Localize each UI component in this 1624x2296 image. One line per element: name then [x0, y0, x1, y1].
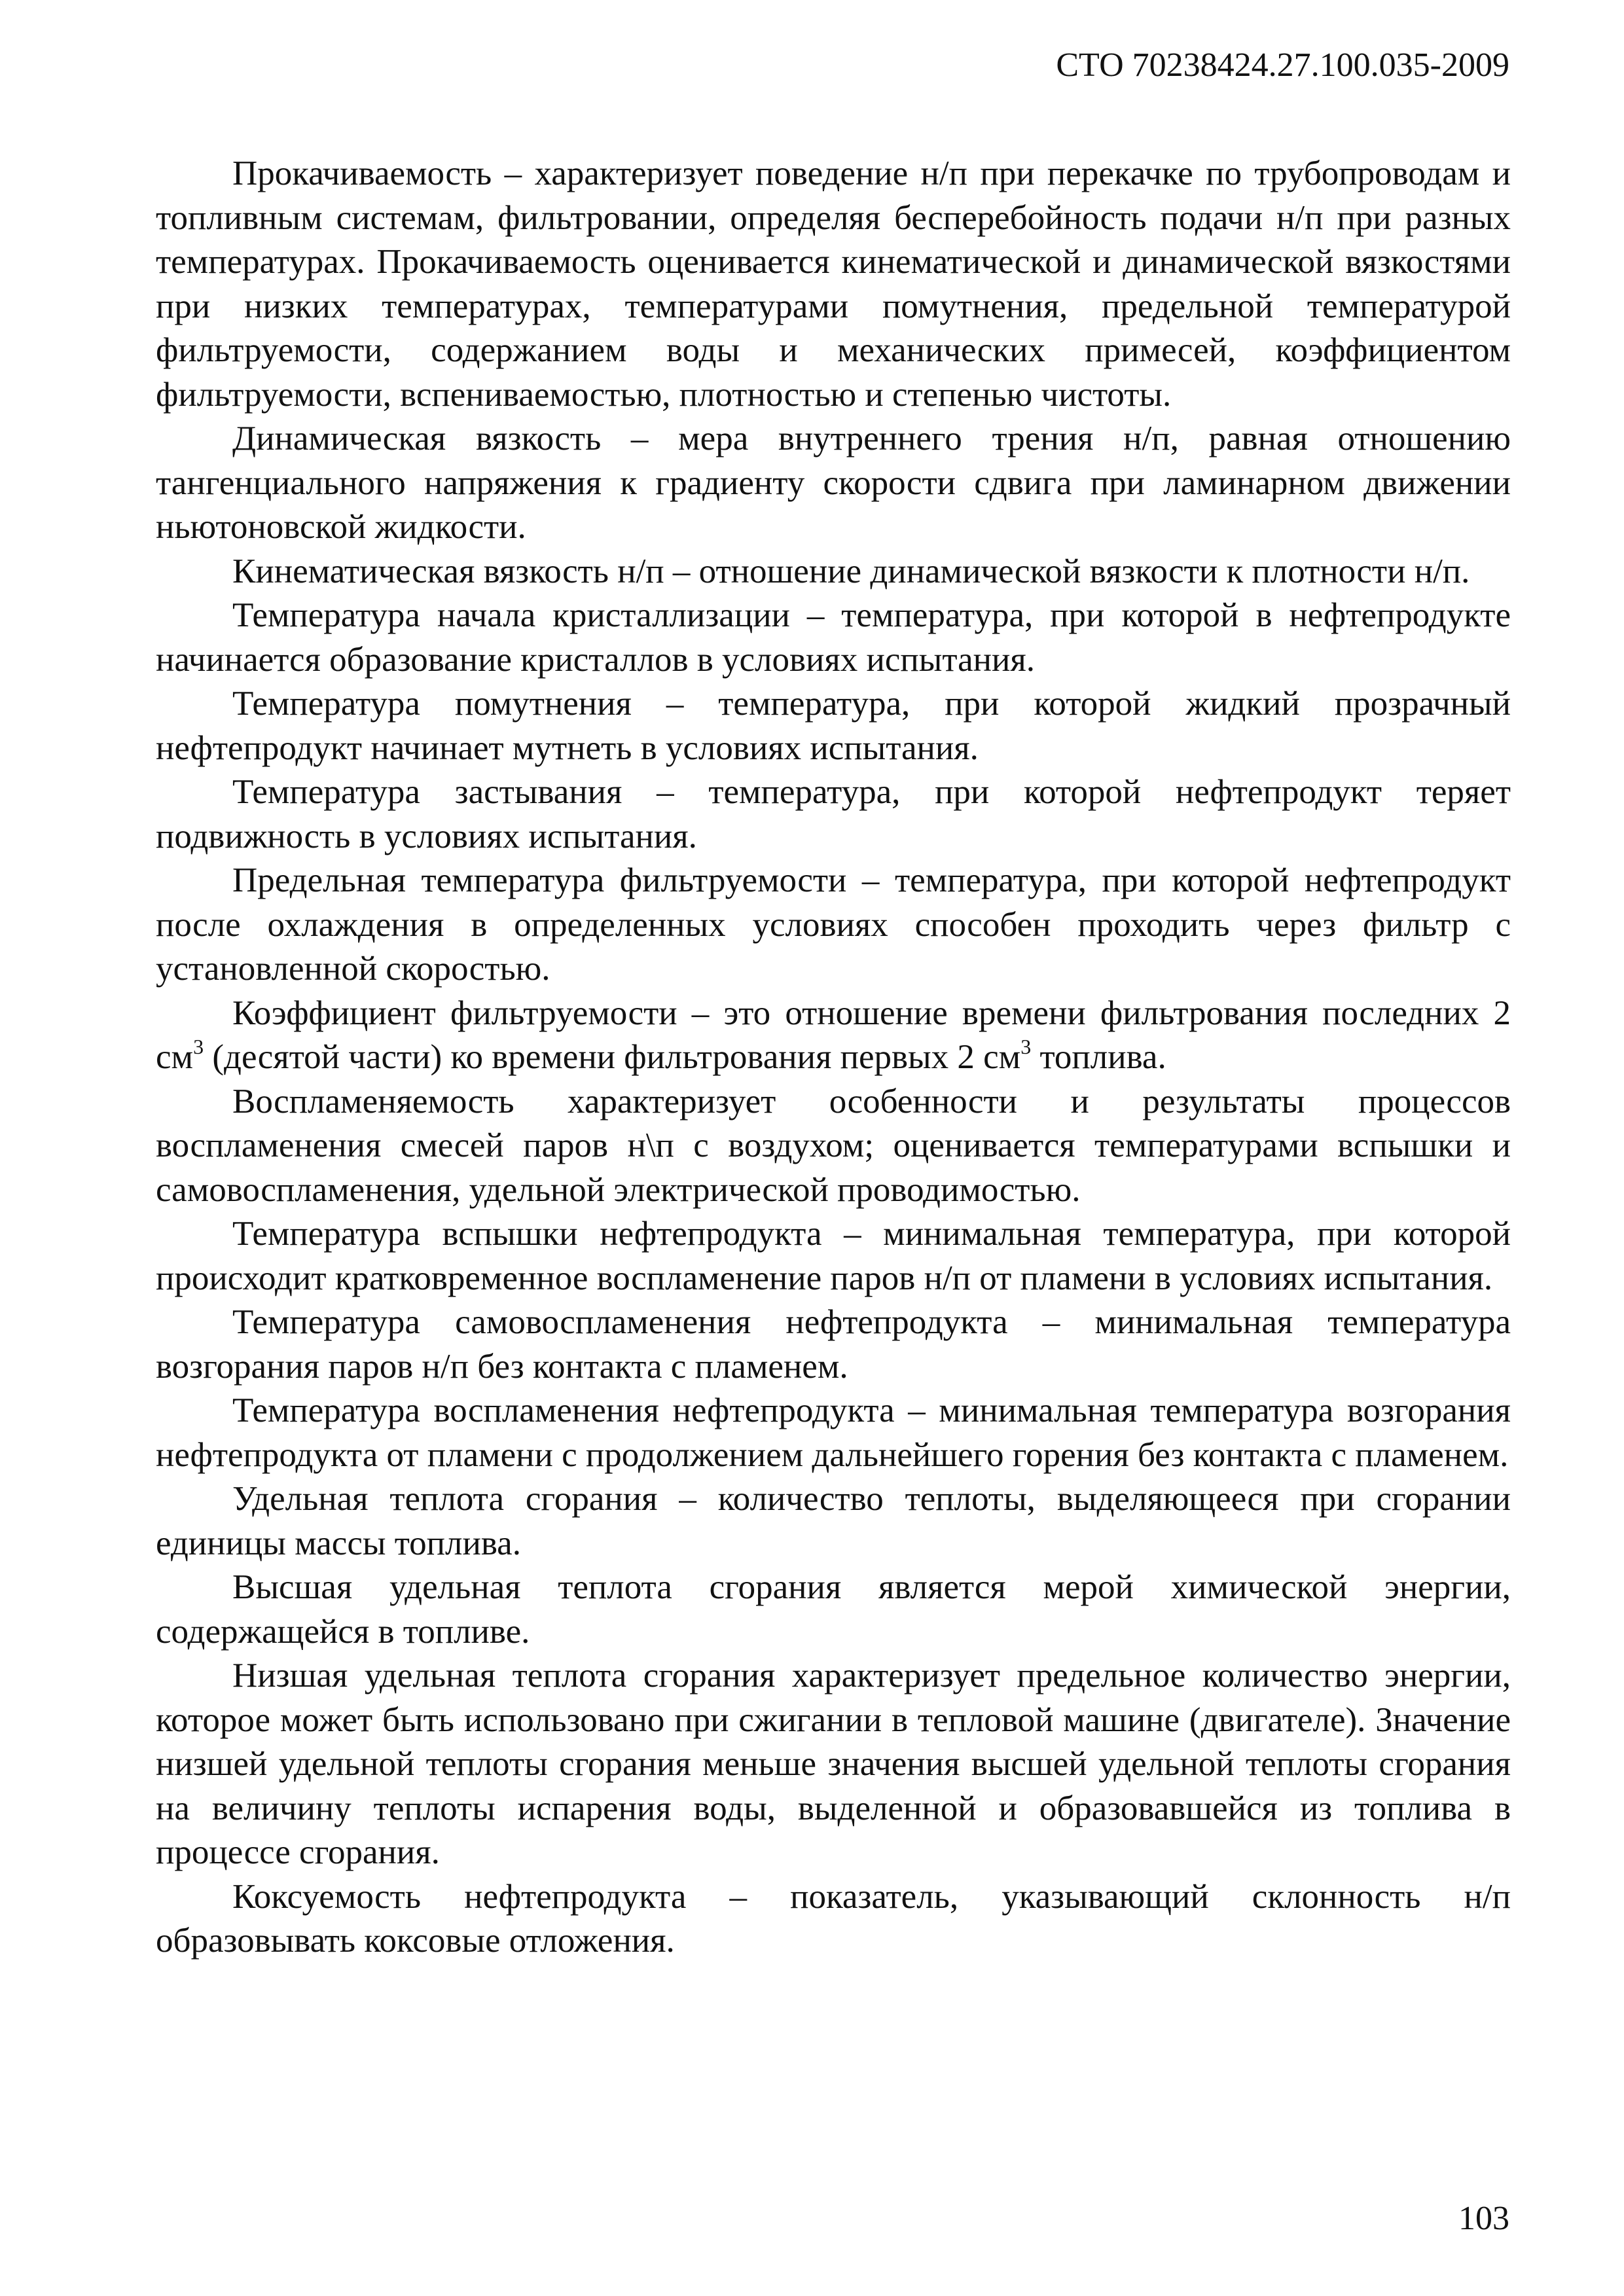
paragraph-flammability: Воспламеняемость характеризует особенности и результаты процессов воспламенения смесей паров н\п с воздухом; оценивается температурами вспышки и самовоспламенения, удельной электрической проводимостью.: [156, 1082, 1511, 1209]
superscript-cubic-1: 3: [193, 1035, 204, 1058]
page-number: 103: [1458, 2200, 1509, 2237]
paragraph-cloud-point: Температура помутнения – температура, при которой жидкий прозрачный нефтепродукт начинает мутнеть в условиях испытания.: [156, 685, 1511, 767]
paragraph-kinematic-viscosity: Кинематическая вязкость н/п – отношение динамической вязкости к плотности н/п.: [232, 552, 1470, 590]
paragraph-pumpability: Прокачиваемость – характеризует поведение н/п при перекачке по трубопроводам и топливным системам, фильтровании, определяя бесперебойность подачи н/п при разных температурах. Прокачиваемость оценивается кинематической и динамической вязкостями при низких температурах, температурами помутнения, предельной температурой фильтруемости, содержанием воды и механических примесей, коэффициентом фильтруемости, вспениваемостью, плотностью и степенью чистоты.: [156, 154, 1511, 414]
paragraph-coking-ability: Коксуемость нефтепродукта – показатель, указывающий склонность н/п образовывать коксовые отложения.: [156, 1877, 1511, 1960]
superscript-cubic-2: 3: [1020, 1035, 1032, 1058]
paragraph-autoignition-temperature: Температура самовоспламенения нефтепродукта – минимальная температура возгорания паров н/п без контакта с пламенем.: [156, 1303, 1511, 1386]
paragraph-ignition-temperature: Температура воспламенения нефтепродукта – минимальная температура возгорания нефтепродукта от пламени с продолжением дальнейшего горения без контакта с пламенем.: [156, 1391, 1511, 1474]
paragraph-pour-point: Температура застывания – температура, при которой нефтепродукт теряет подвижность в условиях испытания.: [156, 773, 1511, 855]
document-code-header: СТО 70238424.27.100.035-2009: [1056, 46, 1509, 84]
paragraph-flash-point: Температура вспышки нефтепродукта – минимальная температура, при которой происходит кратковременное воспламенение паров н/п от пламени в условиях испытания.: [156, 1215, 1511, 1297]
coefficient-text-part-3: топлива.: [1031, 1038, 1166, 1076]
paragraph-crystallization-temperature: Температура начала кристаллизации – температура, при которой в нефтепродукте начинается образование кристаллов в условиях испытания.: [156, 596, 1511, 679]
coefficient-text-part-2: (десятой части) ко времени фильтрования первых 2 см: [204, 1038, 1021, 1076]
coefficient-text-part-1: Коэффициент фильтруемости – это отношение времени фильтрования последних 2 см: [156, 994, 1511, 1076]
paragraph-higher-heating-value: Высшая удельная теплота сгорания является мерой химической энергии, содержащейся в топливе.: [156, 1568, 1511, 1651]
paragraph-lower-heating-value: Низшая удельная теплота сгорания характеризует предельное количество энергии, которое может быть использовано при сжигании в тепловой машине (двигателе). Значение низшей удельной теплоты сгорания меньше значения высшей удельной теплоты сгорания на величину теплоты испарения воды, выделенной и образовавшейся из топлива в процессе сгорания.: [156, 1657, 1511, 1871]
paragraph-dynamic-viscosity: Динамическая вязкость – мера внутреннего трения н/п, равная отношению тангенциального напряжения к градиенту скорости сдвига при ламинарном движении ньютоновской жидкости.: [156, 420, 1511, 546]
paragraph-specific-heat-of-combustion: Удельная теплота сгорания – количество теплоты, выделяющееся при сгорании единицы массы топлива.: [156, 1480, 1511, 1562]
paragraph-filterability-limit: Предельная температура фильтруемости – температура, при которой нефтепродукт после охлаждения в определенных условиях способен проходить через фильтр с установленной скоростью.: [156, 861, 1511, 988]
paragraph-filterability-coefficient: [156, 992, 1511, 1080]
document-body: [156, 152, 1511, 1964]
